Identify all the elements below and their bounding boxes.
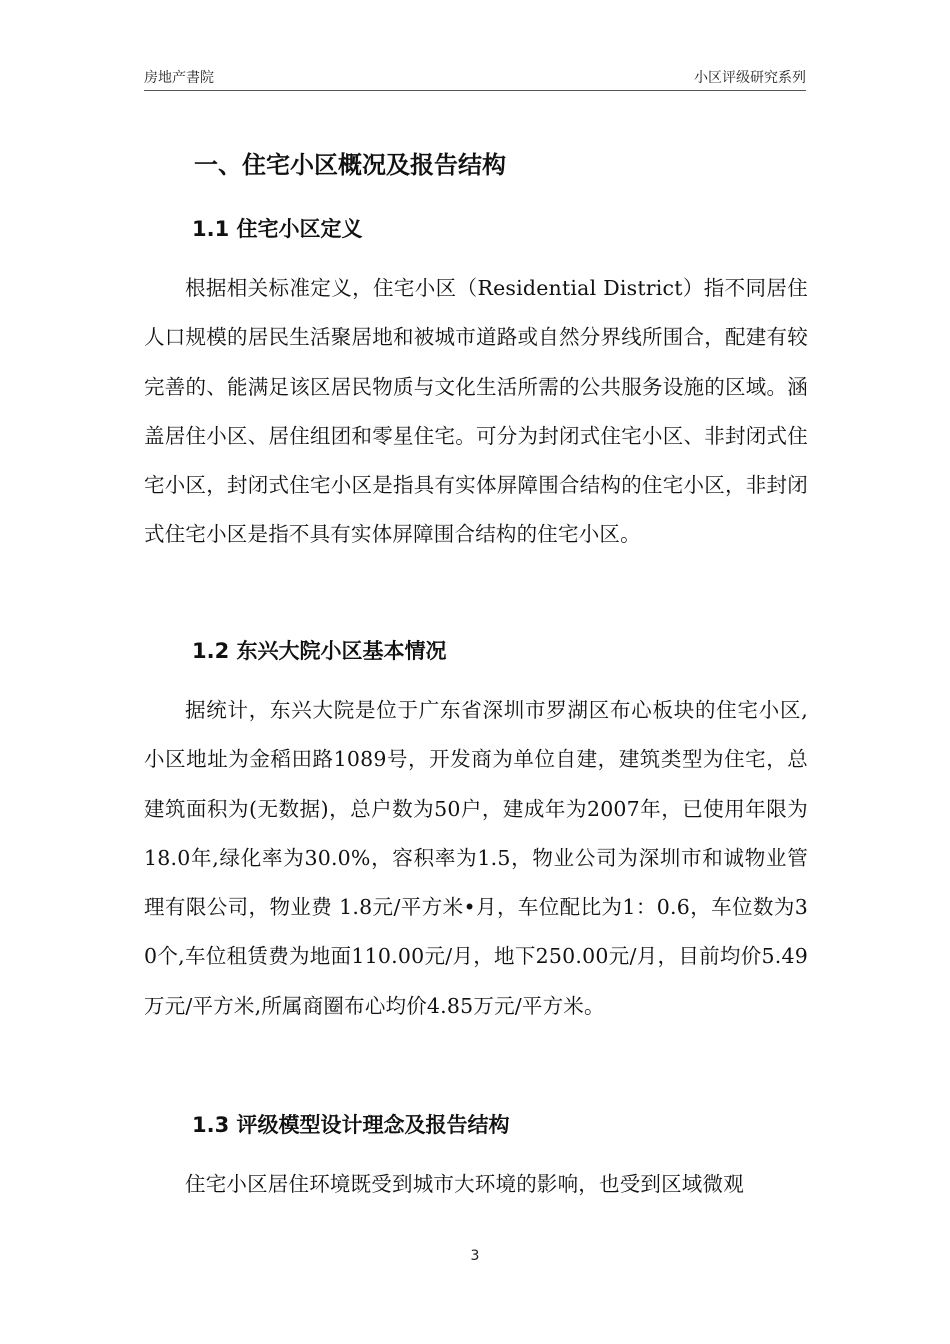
subsection-heading-1-2: 1.2 东兴大院小区基本情况	[192, 639, 447, 663]
header-right-title: 小区评级研究系列	[694, 70, 806, 86]
header-left-title: 房地产書院	[144, 70, 214, 86]
paragraph-basic-info: 据统计，东兴大院是位于广东省深圳市罗湖区布心板块的住宅小区,小区地址为金稻田路1089号，开发商为单位自建，建筑类型为住宅，总建筑面积为(无数据)，总户数为50户，建成年为2007年，已使用年限为18.0年,绿化率为30.0%，容积率为1.5，物业公司为深圳市和诚物业管理有限公司，物业费 1.8元/平方米•月，车位配比为1：0.6，车位数为30个,车位租赁费为地面110.00元/月，地下250.00元/月，目前均价5.49万元/平方米,所属商圈布心均价4.85万元/平方米。	[144, 698, 808, 1018]
page-number: 3	[470, 1248, 480, 1264]
header-divider	[144, 90, 806, 91]
subsection-heading-1-3: 1.3 评级模型设计理念及报告结构	[192, 1113, 510, 1137]
paragraph-definition: 根据相关标准定义，住宅小区（Residential District）指不同居住人口规模的居民生活聚居地和被城市道路或自然分界线所围合，配建有较完善的、能满足该区居民物质与文化生活所需的公共服务设施的区域。涵盖居住小区、居住组团和零星住宅。可分为封闭式住宅小区、非封闭式住宅小区，封闭式住宅小区是指具有实体屏障围合结构的住宅小区，非封闭式住宅小区是指不具有实体屏障围合结构的住宅小区。	[144, 276, 808, 547]
paragraph-model-design: 住宅小区居住环境既受到城市大环境的影响，也受到区域微观	[185, 1172, 744, 1196]
section-heading: 一、住宅小区概况及报告结构	[194, 151, 506, 179]
subsection-heading-1-1: 1.1 住宅小区定义	[192, 217, 363, 241]
